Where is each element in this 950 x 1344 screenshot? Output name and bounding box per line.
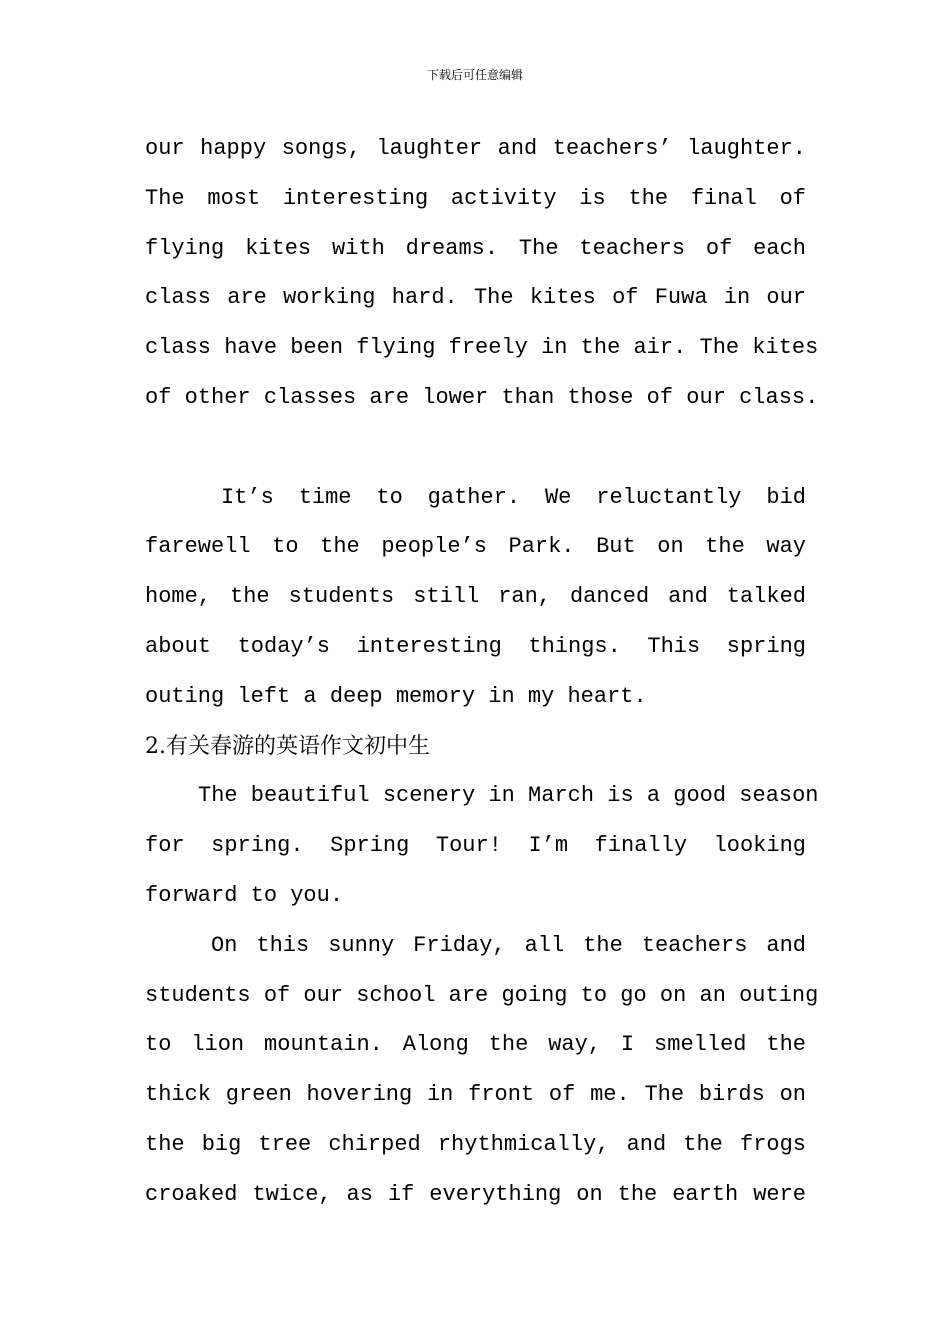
text-line: home, the students still ran, danced and talked: [145, 584, 806, 610]
text-line: class have been flying freely in the air. The kites: [145, 335, 819, 361]
document-body: [145, 124, 819, 1220]
text-line: class are working hard. The kites of Fuwa in our: [145, 285, 806, 311]
text-line: to lion mountain. Along the way, I smelled the: [145, 1032, 806, 1058]
text-line: students of our school are going to go on an outing: [145, 982, 819, 1008]
page-header: 下载后可任意编辑: [426, 68, 523, 82]
text-line: It’s time to gather. We reluctantly bid: [221, 484, 806, 510]
paragraph: [145, 473, 806, 722]
text-line: The most interesting activity is the final of: [145, 185, 806, 211]
section-heading: 2.有关春游的英语作文初中生: [145, 733, 430, 759]
text-line: outing left a deep memory in my heart.: [145, 683, 647, 709]
text-line: thick green hovering in front of me. The birds on: [145, 1082, 806, 1108]
paragraph-gap: [145, 423, 806, 473]
text-line: our happy songs, laughter and teachers’ laughter.: [145, 136, 806, 161]
paragraph: [145, 771, 819, 920]
text-line: forward to you.: [145, 882, 344, 908]
text-line: farewell to the people’s Park. But on the way: [145, 534, 806, 560]
text-line: croaked twice, as if everything on the earth were: [145, 1181, 806, 1207]
text-line: the big tree chirped rhythmically, and the frogs: [145, 1131, 806, 1157]
text-line: flying kites with dreams. The teachers of each: [145, 235, 806, 261]
text-line: The beautiful scenery in March is a good season: [198, 783, 819, 809]
paragraph: [145, 921, 819, 1220]
text-line: for spring. Spring Tour! I’m finally looking: [145, 833, 806, 859]
paragraph: [145, 124, 819, 423]
text-line: about today’s interesting things. This spring: [145, 633, 806, 659]
text-line: On this sunny Friday, all the teachers and: [211, 932, 806, 958]
text-line: of other classes are lower than those of our class.: [145, 384, 819, 410]
